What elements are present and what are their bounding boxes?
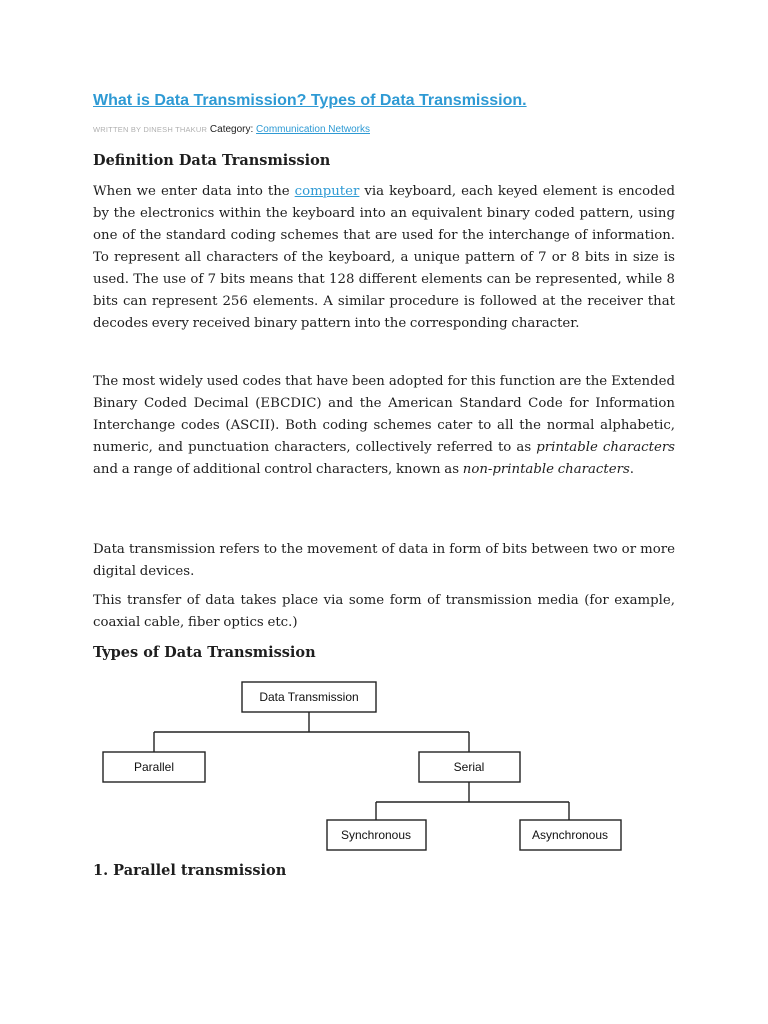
node-parallel (103, 752, 205, 782)
node-serial-label: Serial (453, 760, 485, 774)
paragraph-codes-part1: The most widely used codes that have been adopted for this function are the Extended Binary Coded Decimal (EBCDIC) and the American Standard Code for Information Interchange codes (ASCII). Both coding schemes cater to all the normal alphabetic, numeric, and punctuation characters, collectively referred to as (93, 374, 675, 455)
computer-link[interactable]: computer (294, 184, 360, 199)
category-link[interactable]: Communication Networks (256, 124, 370, 135)
category-label: Category: (209, 124, 254, 135)
paragraph-definition: Data transmission refers to the movement of data in form of bits between two or more digital devices. (93, 542, 675, 579)
parallel-transmission-heading: 1. Parallel transmission (93, 862, 287, 879)
node-data-transmission (242, 682, 376, 712)
node-synchronous-label: Synchronous (340, 828, 412, 842)
paragraph-media: This transfer of data takes place via some form of transmission media (for example, coaxial cable, fiber optics etc.) (93, 593, 675, 630)
node-data-transmission-label: Data Transmission (259, 690, 359, 704)
author-line: WRITTEN BY DINESH THAKUR (93, 125, 208, 134)
node-synchronous (327, 820, 426, 850)
node-asynchronous-label: Asynchronous (531, 828, 609, 842)
node-serial (419, 752, 520, 782)
paragraph-encoding-start: When we enter data into the (93, 184, 295, 199)
types-heading: Types of Data Transmission (93, 644, 316, 661)
definition-heading: Definition Data Transmission (93, 152, 331, 169)
node-asynchronous (520, 820, 621, 850)
non-printable-characters-term: non-printable characters (462, 462, 630, 477)
article-title-link[interactable]: What is Data Transmission? Types of Data Transmission. (93, 92, 527, 109)
paragraph-codes-part2: and a range of additional control characters, known as (93, 462, 463, 477)
paragraph-encoding-rest: via keyboard, each keyed element is encoded by the electronics within the keyboard into an equivalent binary coded pattern, using one of the standard coding schemes that are used for the interchange of information. To represent all characters of the keyboard, a unique pattern of 7 or 8 bits in size is used. The use of 7 bits means that 128 different elements can be represented, while 8 bits can represent 256 elements. A similar procedure is followed at the receiver that decodes every received binary pattern into the corresponding character. (93, 184, 675, 331)
paragraph-codes-part3: . (629, 462, 635, 477)
printable-characters-term: printable characters (536, 440, 675, 455)
node-parallel-label: Parallel (133, 760, 175, 774)
